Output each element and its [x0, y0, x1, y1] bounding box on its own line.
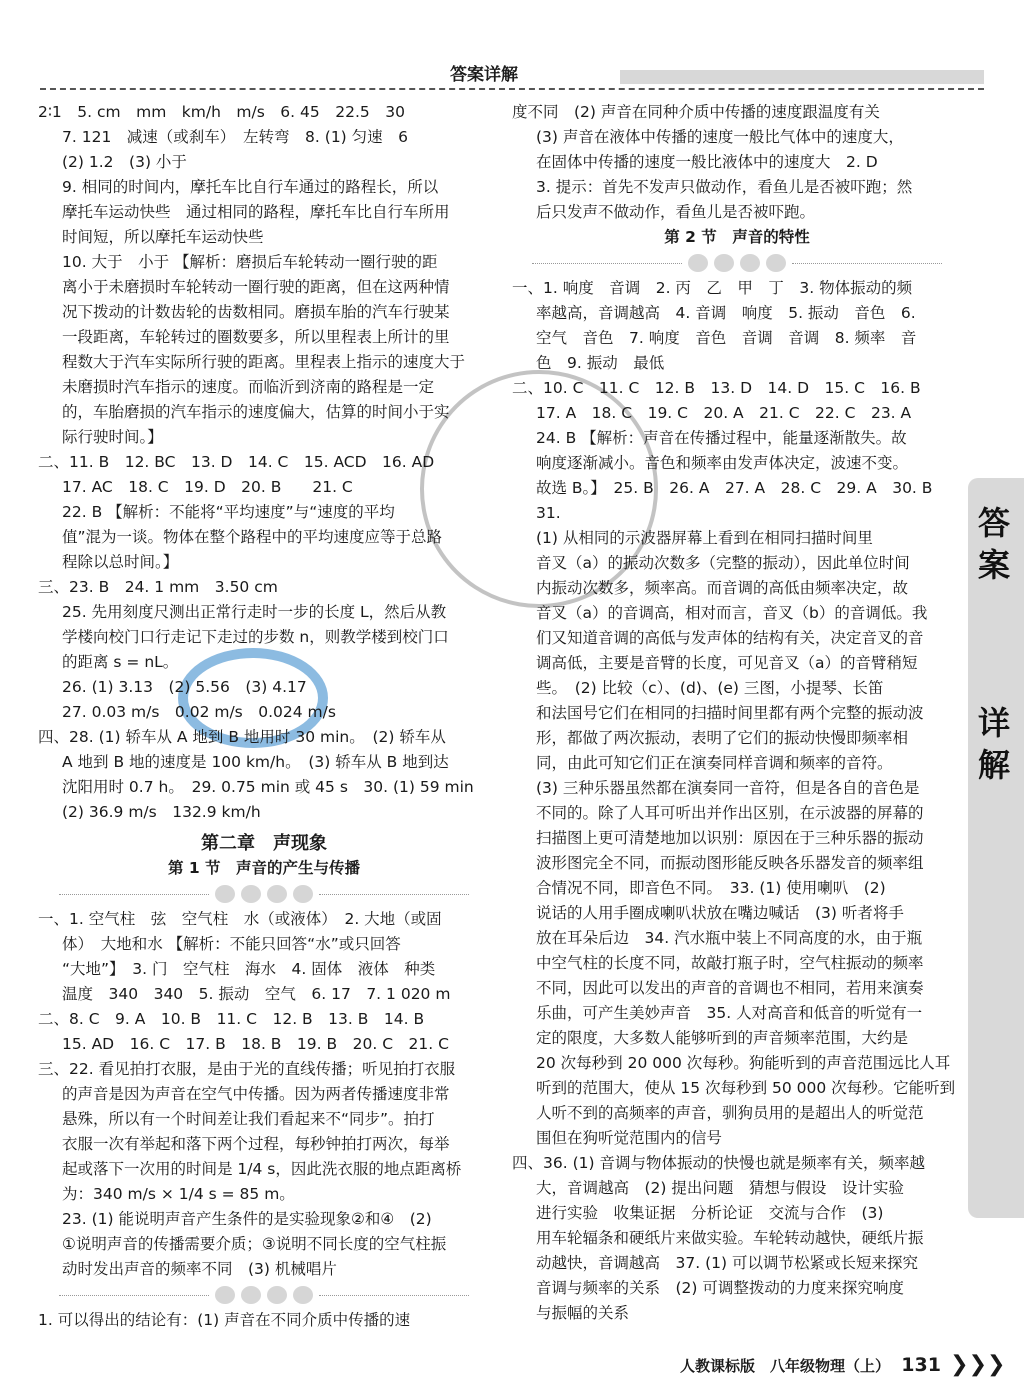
header-rule	[40, 88, 984, 90]
text-line: 音叉（a）的音调高，相对而言，音叉（b）的音调低。我	[536, 604, 928, 622]
text-line: 7. 121 减速（或刹车） 左转弯 8. (1) 匀速 6	[62, 128, 409, 146]
text-line: 27. 0.03 m/s 0.02 m/s 0.024 m/s	[62, 703, 336, 721]
text-line: 音叉（a）的振动次数多（完整的振动），因此单位时间	[536, 554, 910, 572]
text-line: 为：340 m/s × 1/4 s = 85 m。	[62, 1185, 295, 1203]
text-line: 17. A 18. C 19. C 20. A 21. C 22. C 23. A	[536, 404, 912, 422]
text-line: 未磨损时汽车指示的速度。而临沂到济南的路程是一定	[62, 378, 435, 396]
text-line: (2) 36.9 m/s 132.9 km/h	[62, 803, 261, 821]
text-line: 26. (1) 3.13 (2) 5.56 (3) 4.17	[62, 678, 307, 696]
text-line: 三、23. B 24. 1 mm 3.50 cm	[38, 578, 278, 596]
text-line: 学楼向校门口行走记下走过的步数 n，则教学楼到校门口	[62, 628, 449, 646]
text-line: 在固体中传播的速度一般比液体中的速度大 2. D	[536, 153, 878, 171]
chapter-title: 第二章 声现象	[201, 833, 327, 854]
text-line: 们又知道音调的高低与发声体的结构有关，决定音叉的音	[536, 629, 924, 647]
text-line: 用车轮辐条和硬纸片来做实验。车轮转动越快，硬纸片振	[536, 1229, 924, 1247]
left-column	[38, 100, 490, 1333]
text-line: 温度 340 340 5. 振动 空气 6. 17 7. 1 020 m	[62, 985, 451, 1003]
text-line: 体） 大地和水 【解析：不能只回答“水”或只回答	[62, 935, 401, 953]
text-line: 22. B 【解析：不能将“平均速度”与“速度的平均	[62, 503, 395, 521]
text-line: 进行实验 收集证据 分析论证 交流与合作 (3)	[536, 1204, 884, 1222]
text-line: 听到的范围大，使从 15 次每秒到 50 000 次每秒。它能听到	[536, 1079, 956, 1097]
text-line: 波形图完全不同，而振动图形能反映各乐器发音的频率组	[536, 854, 924, 872]
text-line: 故选 B。】 25. B 26. A 27. A 28. C 29. A 30. B	[536, 479, 933, 497]
text-line: 空气 音色 7. 响度 音色 音调 音调 8. 频率 音	[536, 329, 917, 347]
page-header	[0, 58, 1024, 92]
right-answers	[512, 100, 962, 225]
section1-answers	[38, 907, 490, 1282]
text-line: (2) 1.2 (3) 小于	[62, 153, 187, 171]
text-line: (1) 从相同的示波器屏幕上看到在相同扫描时间里	[536, 529, 873, 547]
text-line: 调高低，主要是音臂的长度，可见音叉（a）的音臂稍短	[536, 654, 918, 672]
text-line: 17. AC 18. C 19. D 20. B 21. C	[62, 478, 353, 496]
text-line: 不同，因此可以发出的声音的音调也不相同，若用来演奏	[536, 979, 924, 997]
text-line: 二、11. B 12. BC 13. D 14. C 15. ACD 16. AD	[38, 453, 435, 471]
footer-text: 人教课标版 八年级物理（上）	[680, 1357, 891, 1375]
text-line: 一、1. 空气柱 弦 空气柱 水（或液体） 2. 大地（或固	[38, 910, 442, 928]
left-answers	[38, 100, 490, 825]
text-line: 时间短，所以摩托车运动快些	[62, 228, 264, 246]
text-line: 20 次每秒到 20 000 次每秒。狗能听到的声音范围远比人耳	[536, 1054, 951, 1072]
text-line: 沈阳用时 0.7 h。 29. 0.75 min 或 45 s 30. (1) 59 min	[62, 778, 474, 796]
text-line: 些。 (2) 比较（c）、(d)、(e) 三图，小提琴、长笛	[536, 679, 884, 697]
text-line: 动时发出声音的频率不同 (3) 机械唱片	[62, 1260, 337, 1278]
text-line: 色 9. 振动 最低	[536, 354, 665, 372]
text-line: 人听不到的高频率的声音，驯狗员用的是超出人的听觉范	[536, 1104, 924, 1122]
text-line: 的声音是因为声音在空气中传播。因为两者传播速度非常	[62, 1085, 450, 1103]
text-line: 三、22. 看见拍打衣服，是由于光的直线传播；听见拍打衣服	[38, 1060, 456, 1078]
text-line: (3) 声音在液体中传播的速度一般比气体中的速度大，	[536, 128, 904, 146]
page-title: 答案详解	[450, 65, 518, 85]
text-line: 后只发声不做动作，看鱼儿是否被吓跑。	[536, 203, 816, 221]
page-footer	[680, 1352, 1005, 1377]
header-bar	[620, 70, 984, 84]
chevron-right-icon: ❯❯❯	[950, 1352, 1006, 1377]
text-line: 值”混为一谈。物体在整个路程中的平均速度应等于总路	[62, 528, 443, 546]
text-line: 离小于未磨损时车轮转动一圈行驶的距离，但在这两种情	[62, 278, 450, 296]
text-line: 内振动次数多，频率高。而音调的高低由频率决定，故	[536, 579, 909, 597]
text-line: 率越高，音调越高 4. 音调 响度 5. 振动 音色 6.	[536, 304, 916, 322]
section2-answers	[512, 276, 962, 1326]
text-line: 中空气柱的长度不同，故敲打瓶子时，空气柱振动的频率	[536, 954, 924, 972]
text-line: A 地到 B 地的速度是 100 km/h。 (3) 轿车从 B 地到达	[62, 753, 449, 771]
right-column	[512, 100, 962, 1326]
text-line: 25. 先用刻度尺测出正常行走时一步的长度 L，然后从教	[62, 603, 447, 621]
text-line: “大地”】 3. 门 空气柱 海水 4. 固体 液体 种类	[62, 960, 436, 978]
text-line: 二、10. C 11. C 12. B 13. D 14. D 15. C 16. B	[512, 379, 921, 397]
text-line: 3. 提示：首先不发声只做动作，看鱼儿是否被吓跑；然	[536, 178, 913, 196]
text-line: 说话的人用手圈成喇叭状放在嘴边喊话 (3) 听者将手	[536, 904, 904, 922]
text-line: 放在耳朵后边 34. 汽水瓶中装上不同高度的水，由于瓶	[536, 929, 923, 947]
text-line: 悬殊，所以有一个时间差让我们看起来不“同步”。拍打	[62, 1110, 435, 1128]
text-line: 的距离 s = nL。	[62, 653, 179, 671]
text-line: 合情况不同，即音色不同。 33. (1) 使用喇叭 (2)	[536, 879, 886, 897]
section2-title: 第 2 节 声音的特性	[664, 228, 810, 246]
text-line: 起或落下一次用的时间是 1/4 s，因此洗衣服的地点距离桥	[62, 1160, 462, 1178]
text-line: 与振幅的关系	[536, 1304, 630, 1322]
text-line: 23. (1) 能说明声音产生条件的是实验现象②和④ (2)	[62, 1210, 432, 1228]
section2-divider	[512, 250, 962, 276]
text-line: 摩托车运动快些 通过相同的路程，摩托车比自行车所用	[62, 203, 450, 221]
text-line: 的，车胎磨损的汽车指示的速度偏大，估算的时间小于实	[62, 403, 450, 421]
text-line: 定的限度，大多数人能够听到的声音频率范围，大约是	[536, 1029, 909, 1047]
text-line: 度不同 (2) 声音在同种介质中传播的速度跟温度有关	[512, 103, 880, 121]
section-divider-2	[38, 1282, 490, 1308]
text-line: 程数大于汽车实际所行驶的距离。里程表上指示的速度大于	[62, 353, 466, 371]
text-line: 一、1. 响度 音调 2. 丙 乙 甲 丁 3. 物体振动的频	[512, 279, 913, 297]
text-line: 不同的。除了人耳可听出并作出区别，在示波器的屏幕的	[536, 804, 924, 822]
text-line: 一段距离，车轮转过的圈数要多，所以里程表上所计的里	[62, 328, 450, 346]
text-line: 10. 大于 小于 【解析：磨损后车轮转动一圈行驶的距	[62, 253, 438, 271]
text-line: 9. 相同的时间内，摩托车比自行车通过的路程长，所以	[62, 178, 439, 196]
side-tab-char: 答	[978, 504, 1011, 542]
text-line: 围但在狗听觉范围内的信号	[536, 1129, 723, 1147]
text-line: 扫描图上更可清楚地加以识别：原因在于三种乐器的振动	[536, 829, 924, 847]
text-line: 大，音调越高 (2) 提出问题 猜想与假设 设计实验	[536, 1179, 904, 1197]
text-line: 动越快，音调越高 37. (1) 可以调节松紧或长短来探究	[536, 1254, 918, 1272]
section-divider	[38, 881, 490, 907]
text-line: 同，由此可知它们正在演奏同样音调和频率的音符。	[536, 754, 893, 772]
text-line: 衣服一次有举起和落下两个过程，每秒钟拍打两次，每举	[62, 1135, 450, 1153]
text-line: 程除以总时间。】	[62, 553, 179, 571]
page-number: 131	[901, 1354, 941, 1376]
side-tab-char: 案	[978, 546, 1011, 584]
text-line: 31.	[536, 504, 561, 522]
text-line: 2∶1 5. cm mm km/h m/s 6. 45 22.5 30	[38, 103, 405, 121]
text-line: (3) 三种乐器虽然都在演奏同一音符，但是各自的音色是	[536, 779, 920, 797]
section-title: 第 1 节 声音的产生与传播	[167, 859, 361, 877]
text-line: 响度逐渐减小。音色和频率由发声体决定，波速不变。	[536, 454, 909, 472]
text-line: 音调与频率的关系 (2) 可调整拨动的力度来探究响度	[536, 1279, 904, 1297]
text-line: 和法国号它们在相同的扫描时间里都有两个完整的振动波	[536, 704, 924, 722]
text-line: 形，都做了两次振动，表明了它们的振动快慢即频率相	[536, 729, 909, 747]
text-line: 际行驶时间。】	[62, 428, 163, 446]
side-tab-char: 解	[978, 746, 1011, 784]
text-line: 15. AD 16. C 17. B 18. B 19. B 20. C 21. C	[62, 1035, 449, 1053]
text-line: 四、36. (1) 音调与物体振动的快慢也就是频率有关，频率越	[512, 1154, 925, 1172]
side-tab	[968, 478, 1024, 1218]
text-line: 二、8. C 9. A 10. B 11. C 12. B 13. B 14. B	[38, 1010, 425, 1028]
text-line: 24. B 【解析：声音在传播过程中，能量逐渐散失。故	[536, 429, 907, 447]
text-line: 乐曲，可产生美妙声音 35. 人对高音和低音的听觉有一	[536, 1004, 923, 1022]
text-line: 1. 可以得出的结论有：(1) 声音在不同介质中传播的速	[38, 1311, 411, 1329]
text-line: 四、28. (1) 轿车从 A 地到 B 地用时 30 min。 (2) 轿车从	[38, 728, 446, 746]
side-tab-char: 详	[978, 704, 1011, 742]
text-line: 况下拨动的计数齿轮的齿数相同。磨损车胎的汽车行驶某	[62, 303, 450, 321]
text-line: ①说明声音的传播需要介质；③说明不同长度的空气柱振	[62, 1235, 447, 1253]
section1-extension	[38, 1308, 490, 1333]
